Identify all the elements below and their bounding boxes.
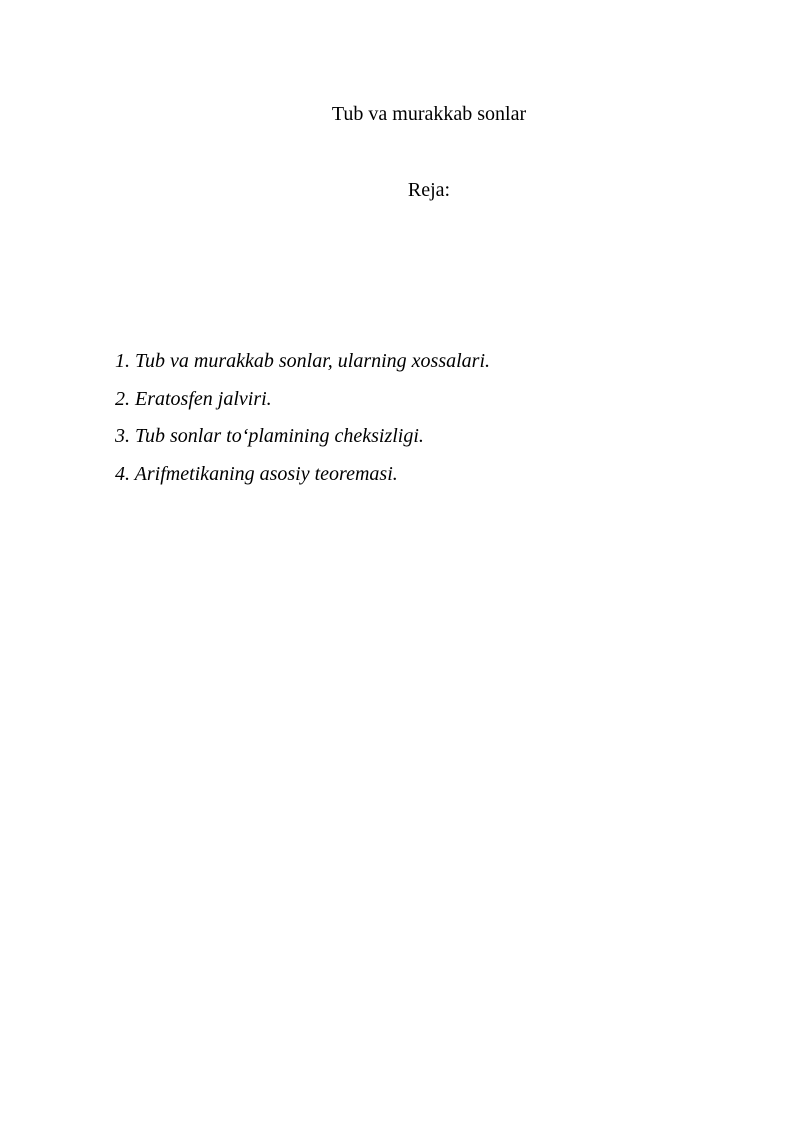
plan-item-4: 4. Arifmetikaning asosiy teoremasi.: [115, 462, 398, 485]
plan-item-1: 1. Tub va murakkab sonlar, ularning xossalari.: [115, 350, 491, 372]
plan-item-2: 2. Eratosfen jalviri.: [115, 387, 272, 410]
document-title: Tub va murakkab sonlar: [331, 103, 527, 125]
plan-heading: Reja:: [407, 179, 451, 201]
plan-item-3: 3. Tub sonlar to‘plamining cheksizligi.: [115, 425, 424, 447]
plan-list: [115, 347, 490, 497]
